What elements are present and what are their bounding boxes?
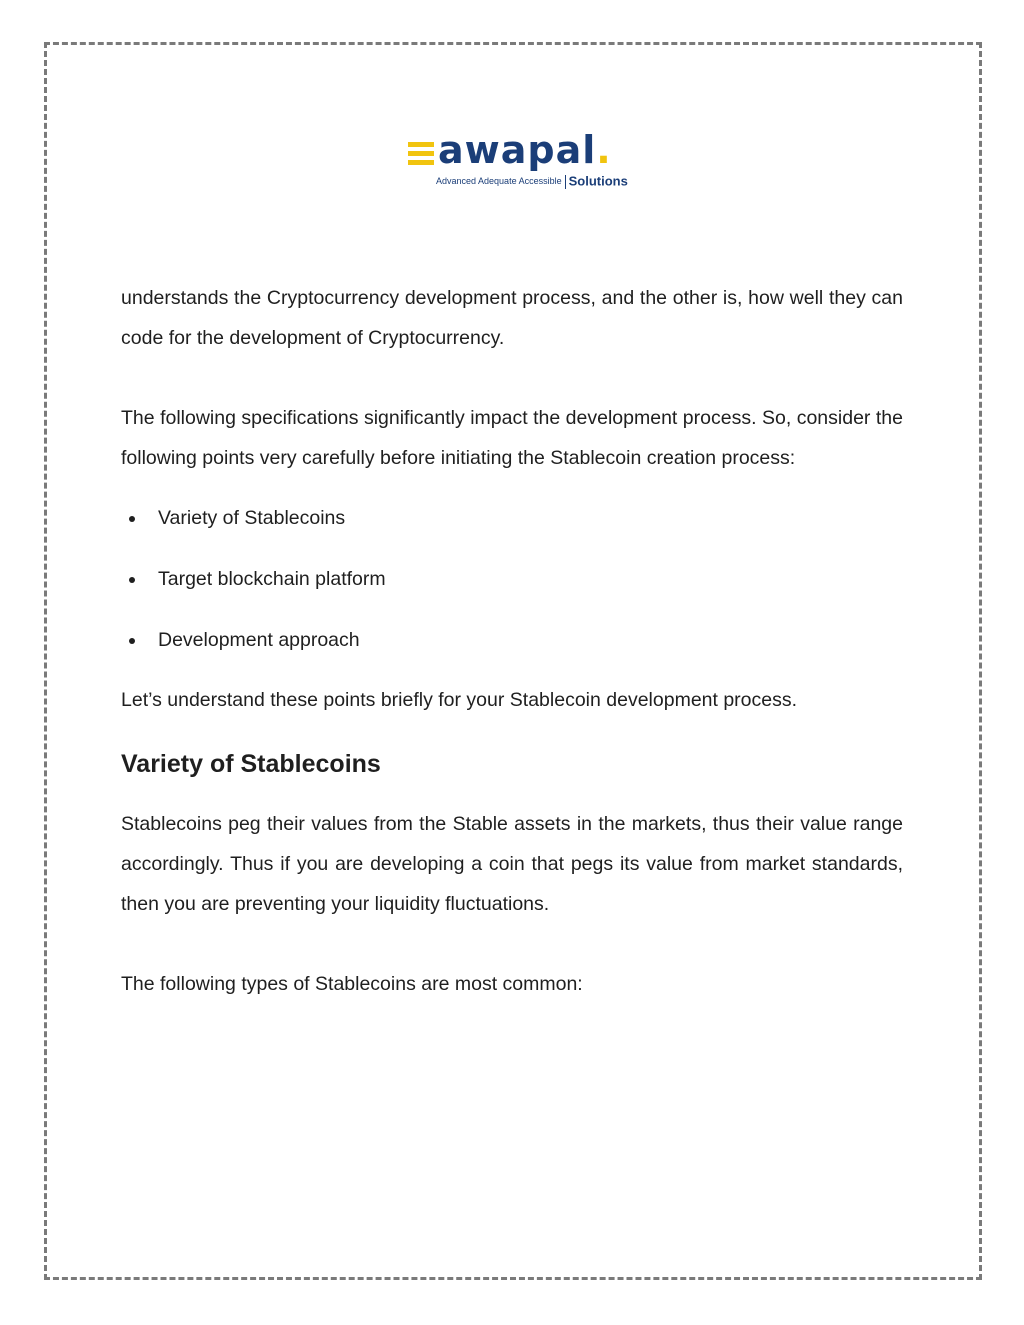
paragraph-specifications: The following specifications significantly impact the development process. So, consider the following points very carefully before initiating the Stablecoin creation process: [121,407,903,469]
logo-wordmark: awapal. [438,128,612,172]
paragraph-intro: understands the Cryptocurrency development process, and the other is, how well they can code for the development of Cryptocurrency. [121,287,903,349]
list-item: Variety of Stablecoins [121,508,903,529]
logo-tagline [436,174,628,189]
logo-solutions-text: Solutions [568,173,628,189]
paragraph-stablecoins-peg: Stablecoins peg their values from the Stable assets in the markets, thus their value range accordingly. Thus if you are developing a coin that pegs its value from market standards, then you are preventing your liquidity fluctuations. [121,813,903,915]
awapal-logo [408,128,628,192]
paragraph-types: The following types of Stablecoins are most common: [121,973,583,995]
logo-tagline-text: Advanced Adequate Accessible [436,176,562,186]
section-heading: Variety of Stablecoins [121,750,381,778]
list-item: Development approach [121,630,903,651]
bullet-icon [129,638,135,644]
logo-bars-icon [408,142,434,166]
document-body [121,278,903,1004]
paragraph-understand: Let’s understand these points briefly for your Stablecoin development process. [121,689,798,711]
list-item: Target blockchain platform [121,569,903,590]
bullet-icon [129,577,135,583]
logo-wordmark-text: awapal [438,128,597,172]
bullet-list [121,508,903,651]
bullet-icon [129,516,135,522]
